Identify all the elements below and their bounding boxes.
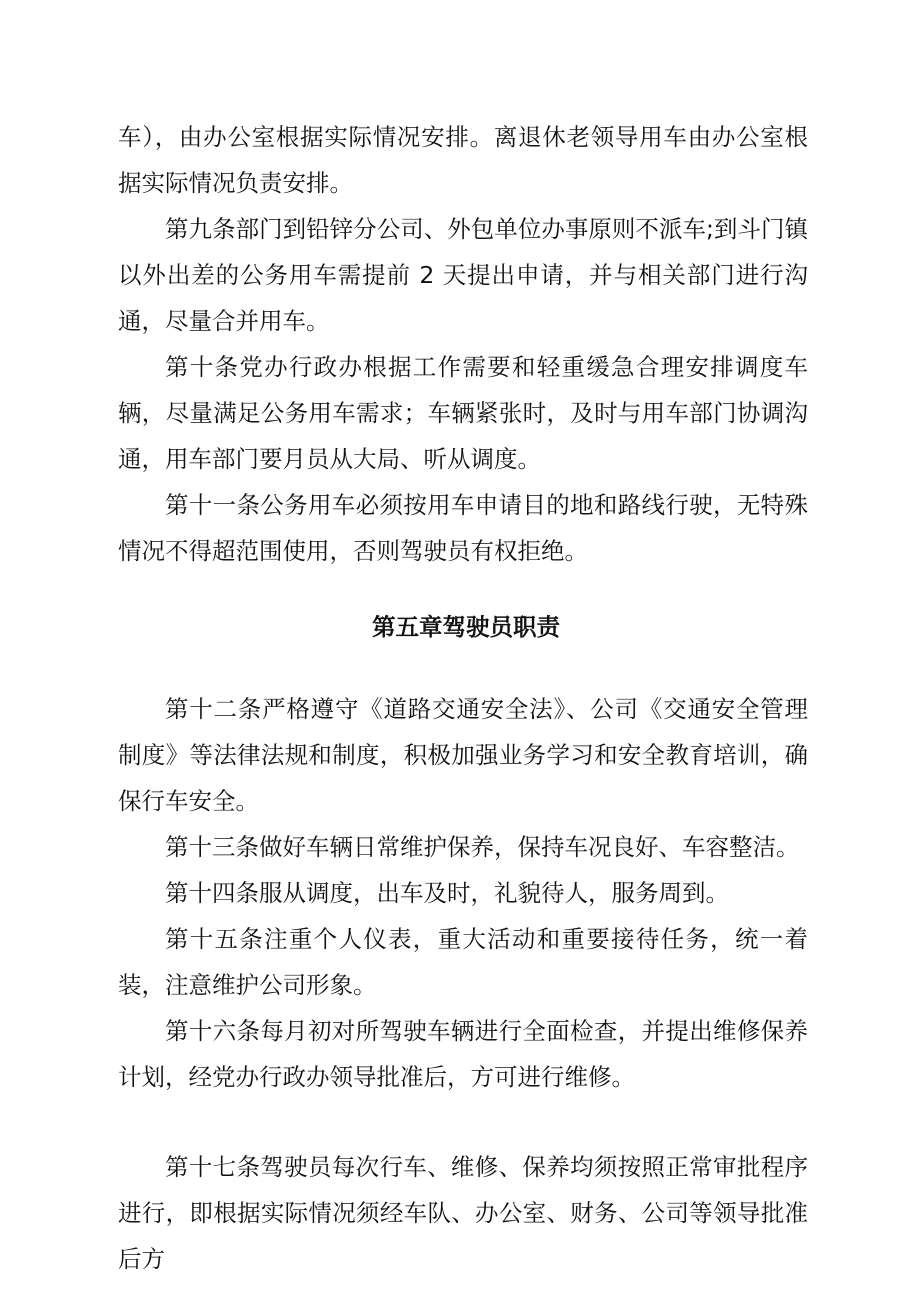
article-10: 第十条党办行政办根据工作需要和轻重缓急合理安排调度车辆，尽量满足公务用车需求；车辆紧张时，及时与用车部门协调沟通，用车部门要月员从大局、听从调度。 [118,353,808,473]
document-body [118,114,808,1282]
spacer [118,650,808,686]
chapter-heading: 第五章驾驶员职责 [372,613,560,641]
article-12: 第十二条严格遵守《道路交通安全法》、公司《交通安全管理制度》等法律法规和制度，积极加强业务学习和安全教育培训，确保行车安全。 [118,695,808,815]
spacer [118,574,808,604]
article-13: 第十三条做好车辆日常维护保养，保持车况良好、车容整洁。 [165,833,800,861]
spacer [118,1100,808,1144]
article-15: 第十五条注重个人仪表，重大活动和重要接待任务，统一着装，注意维护公司形象。 [118,925,808,999]
article-11: 第十一条公务用车必须按用车申请目的地和路线行驶，无特殊情况不得超范围使用，否则驾驶员有权拒绝。 [118,491,808,565]
article-14: 第十四条服从调度，出车及时，礼貌待人，服务周到。 [165,879,729,907]
article-16: 第十六条每月初对所驾驶车辆进行全面检查，并提出维修保养计划，经党办行政办领导批准后，方可进行维修。 [118,1017,808,1091]
paragraph-continuation: 车），由办公室根据实际情况安排。离退休老领导用车由办公室根据实际情况负责安排。 [118,123,808,197]
article-9: 第九条部门到铅锌分公司、外包单位办事原则不派车;到斗门镇以外出差的公务用车需提前 2 天提出申请，并与相关部门进行沟通，尽量合并用车。 [118,215,808,335]
article-17: 第十七条驾驶员每次行车、维修、保养均须按照正常审批程序进行，即根据实际情况须经车队、办公室、财务、公司等领导批准后方 [118,1153,808,1273]
